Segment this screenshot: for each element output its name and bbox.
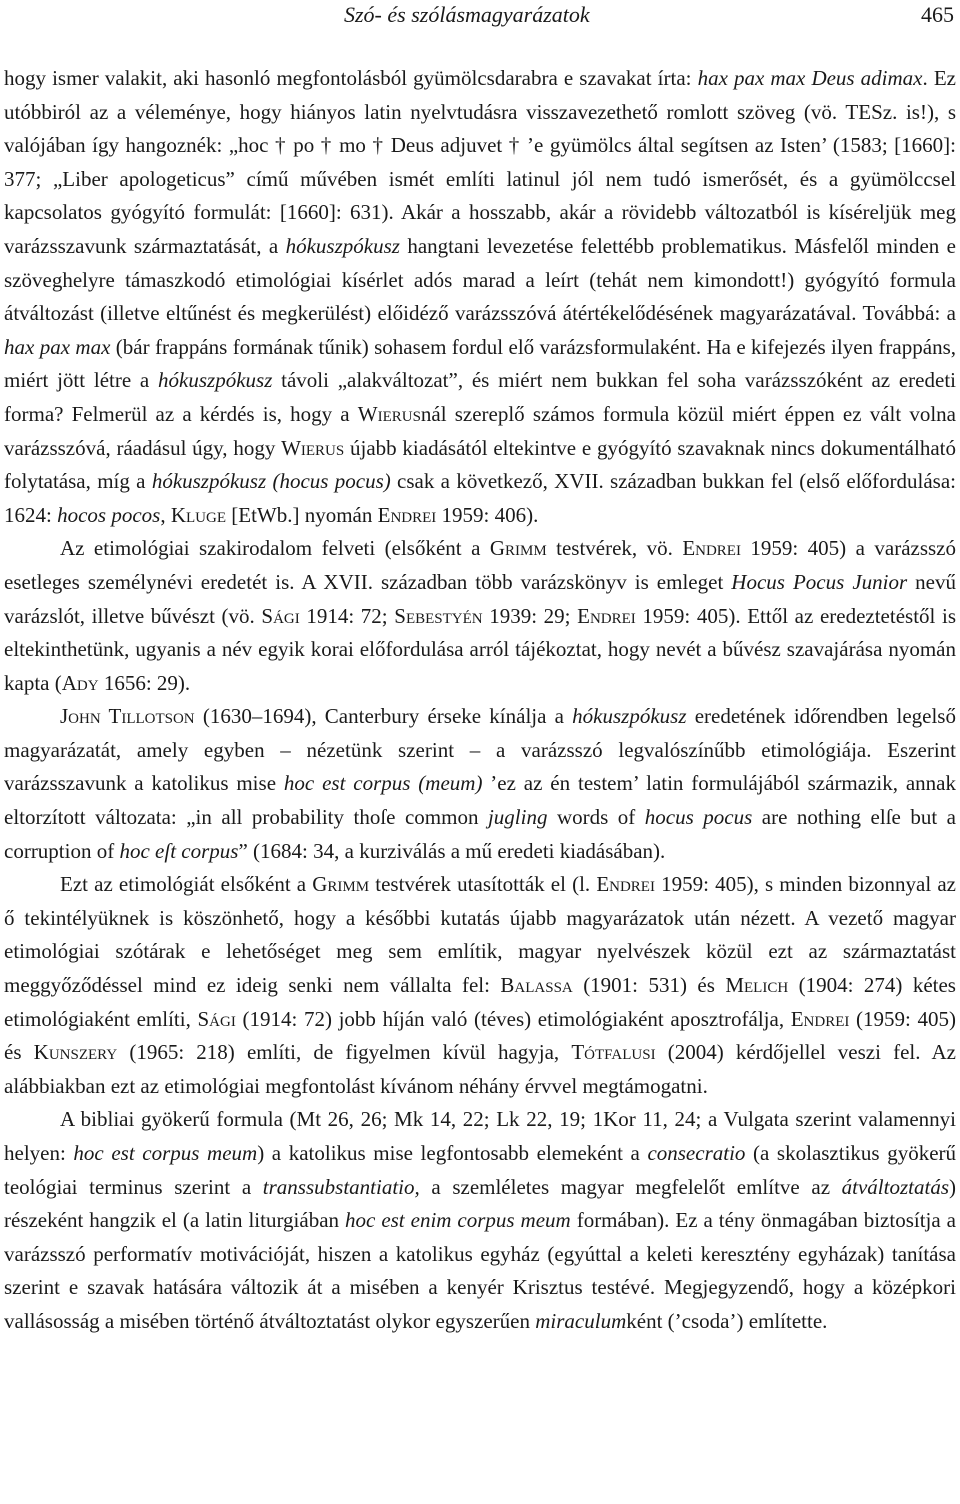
italic-text: jugling — [487, 805, 548, 830]
text-run: ) a katolikus mise legfontosabb elemeként a — [257, 1141, 648, 1165]
paragraph — [4, 62, 956, 532]
text-run: hogy ismer valakit, aki hasonló megfontolásból gyümölcsdarabra e szavakat írta: — [4, 66, 698, 90]
small-caps-name: Endrei — [377, 502, 437, 527]
small-caps-name: Sági — [197, 1006, 236, 1031]
text-run: hangtani levezetése felettébb problematikus. Másfelől minden e szöveghelyre támaszkodó etimológiai kísérlet adós marad a leírt (tehát nem kimondott!) gyógyító formula átváltozást (illetve eltűnést és megkerülést) előidéző varázsszóvá átértékelődésének magyarázatával. Továbbá: a — [4, 233, 957, 326]
text-run: (1914: 72) jobb híján való (téves) etimológiaként aposztrofálja, — [235, 1006, 791, 1031]
text-run: 1959: 405) a varázsszó esetleges személynévi eredetét is. A XVII. században több varázskönyv is emleget — [4, 536, 956, 594]
small-caps-name: Melich — [725, 973, 789, 998]
text-run: words of — [547, 805, 645, 830]
text-run: [EtWb.] nyomán — [226, 502, 378, 527]
text-run: (a skolasztikus gyökerű teológiai terminus szerint a — [4, 1141, 957, 1199]
text-run: ” (1684: 34, a kurziválás a mű eredeti kiadásában). — [238, 838, 666, 863]
text-run: (1630–1694), Canterbury érseke kínálja a — [194, 704, 573, 729]
text-run: távoli „alakváltozat”, és miért nem bukkan fel soha varázsszóként az eredeti forma? Felmerül az a kérdés is, hogy a — [4, 368, 956, 426]
paragraph — [4, 1103, 956, 1338]
italic-text: hoc est corpus (meum) — [283, 771, 483, 796]
small-caps-name: Wierus — [357, 401, 421, 426]
text-run: are nothing elſe but a corruption of — [4, 805, 956, 863]
italic-text: hocus pocus — [644, 805, 753, 830]
text-run: 1959: 405). Ettől az eredeztetéstől is eltekinthetünk, ugyanis a név egyik korai előfordulása arról tájékoztat, hogy nevét a bűvész szavajárása nyomán kapta ( — [4, 603, 956, 695]
text-run: (1959: 405) és — [4, 1006, 956, 1065]
italic-text: hoc est enim corpus meum — [345, 1208, 571, 1233]
text-run: (bár frappáns formának tűnik) sohasem fordul elő varázsformulaként. Ha e kifejezés ilyen frappáns, miért jött létre a — [4, 334, 956, 393]
text-run: A bibliai gyökerű formula (Mt 26, 26; Mk 14, 22; Lk 22, 19; 1Kor 11, 24; a Vulgata szerint valamennyi helyen: — [4, 1107, 956, 1165]
text-run: testvérek utasították el (l. — [369, 872, 597, 897]
italic-text: hax pax max Deus adimax — [697, 66, 923, 90]
text-run: a szemléletes magyar megfelelőt említve az — [419, 1174, 842, 1199]
running-header — [4, 0, 956, 62]
paragraph — [4, 700, 956, 868]
running-title: Szó- és szólásmagyarázatok — [344, 2, 590, 27]
text-run: (2004) kérdőjellel veszi fel. Az alábbiakban ezt az etimológiai megfontolást kívánom néhány érvvel megtámogatni. — [4, 1040, 956, 1098]
text-run: , — [160, 502, 171, 527]
text-run: ként (’csoda’) említette. — [626, 1308, 828, 1333]
text-run: eredetének időrendben legelső magyarázatát, amely egyben – nézetünk szerint – a varázsszó legvalószínűbb etimológiája. Eszerint varázsszavunk a katolikus mise — [4, 704, 956, 796]
italic-text: hoc est corpus meum — [73, 1141, 258, 1165]
italic-text: hoc eſt corpus — [119, 838, 239, 863]
text-run: újabb kiadásától eltekintve e gyógyító szavaknak nincs dokumentálható folytatása, míg a — [4, 435, 956, 494]
italic-text: hax pax max — [4, 334, 111, 359]
text-run: 1959: 405), s minden bizonnyal az ő tekintélyüknek is köszönhető, hogy a későbbi kutatás újabb magyarázatok után nézett. A vezető magyar etimológiai szótárak e lehetőséget meg sem említik, magyar nyelvészek közül ezt az származtatást meggyőződéssel mind ez ideig senki nem vállalta fel: — [4, 872, 956, 998]
italic-text: transsubstantiatio, — [262, 1174, 420, 1199]
italic-text: hókuszpókusz (hocus pocus) — [151, 469, 391, 494]
small-caps-name: Grimm — [312, 872, 370, 897]
text-run: formában). Ez a tény önmagában biztosítja a varázsszó performatív motivációját, hiszen a katolikus egyház (egyúttal a keleti keresztény egyházak) tanítása szerint e szavak hatására változik át a misében a kenyér Krisztus testévé. Megjegyzendő, hogy a középkori vallásosság a misében történő átváltoztatást olykor egyszerűen — [4, 1208, 956, 1333]
small-caps-name: Tótfalusi — [571, 1040, 656, 1065]
italic-text: consecratio — [647, 1141, 746, 1165]
italic-text: Hocus Pocus Junior — [731, 569, 908, 594]
text-run: Az etimológiai szakirodalom felveti (elsőként a — [60, 536, 490, 561]
text-run: nál szereplő számos formula közül miért éppen ez vált volna varázsszóvá, ráadásul úgy, hogy — [4, 401, 956, 460]
text-run: (1901: 531) és — [572, 973, 726, 998]
text-run: csak a következő, XVII. században bukkan fel (első előfordulása: 1624: — [4, 469, 956, 527]
italic-text: miraculum — [535, 1308, 627, 1333]
text-run: 1656: 29). — [98, 670, 191, 695]
italic-text: átváltoztatás — [841, 1174, 949, 1199]
text-run: ) részeként hangzik el (a latin liturgiában — [4, 1174, 956, 1233]
text-run: nevű varázslót, illetve bűvészt (vö. — [4, 569, 956, 628]
paragraph — [4, 868, 956, 1103]
italic-text: hókuszpókusz — [285, 233, 400, 258]
text-run: testvérek, vö. — [546, 536, 683, 561]
small-caps-name: Kunszery — [33, 1040, 118, 1065]
text-run: 1939: 29; — [482, 603, 578, 628]
small-caps-name: John Tillotson — [60, 704, 195, 729]
body-text — [4, 62, 956, 1339]
small-caps-name: Balassa — [500, 973, 573, 998]
small-caps-name: Ady — [61, 670, 99, 695]
text-run: (1965: 218) említi, de figyelmen kívül hagyja, — [117, 1040, 572, 1065]
text-run: 1959: 406). — [436, 502, 539, 527]
page-number: 465 — [921, 2, 954, 27]
small-caps-name: Wierus — [281, 435, 345, 460]
small-caps-name: Endrei — [790, 1006, 850, 1031]
page — [4, 0, 956, 1504]
small-caps-name: Kluge — [170, 502, 226, 527]
italic-text: hocos pocos — [57, 502, 161, 527]
small-caps-name: Sebestyén — [394, 603, 483, 628]
small-caps-name: Sági — [261, 603, 300, 628]
paragraph — [4, 532, 956, 700]
small-caps-name: Grimm — [489, 536, 547, 561]
small-caps-name: Endrei — [596, 872, 655, 897]
italic-text: hókuszpókusz — [158, 368, 273, 393]
text-run: 1914: 72; — [299, 603, 395, 628]
text-run: Ezt az etimológiát elsőként a — [60, 872, 313, 897]
text-run: (1904: 274) kétes etimológiaként említi, — [4, 973, 956, 1031]
small-caps-name: Endrei — [577, 603, 636, 628]
text-run: . Ez utóbbiról az a véleménye, hogy hiányos latin nyelvtudásra visszavezethető romlott szöveg (vö. TESz. is!), s valójában így hangoznék: „hoc † po † mo † Deus adjuvet † ’e gyümölcs által segítsen az Isten’ (1583; [1660]: 377; „Liber apologeticus” című művében ismét említi latinul jól nem tudó ismerősét, és a gyümölccsel kapcsolatos gyógyító formulát: [1660]: 631). Akár a hosszabb, akár a rövidebb változatból is kíséreljük meg varázsszavunk származtatását, a — [4, 66, 956, 258]
text-run: ’ez az én testem’ latin formulájából származik, annak eltorzított változata: „in all probability thoſe common — [4, 771, 957, 830]
italic-text: hókuszpókusz — [572, 704, 687, 729]
small-caps-name: Endrei — [682, 536, 741, 561]
